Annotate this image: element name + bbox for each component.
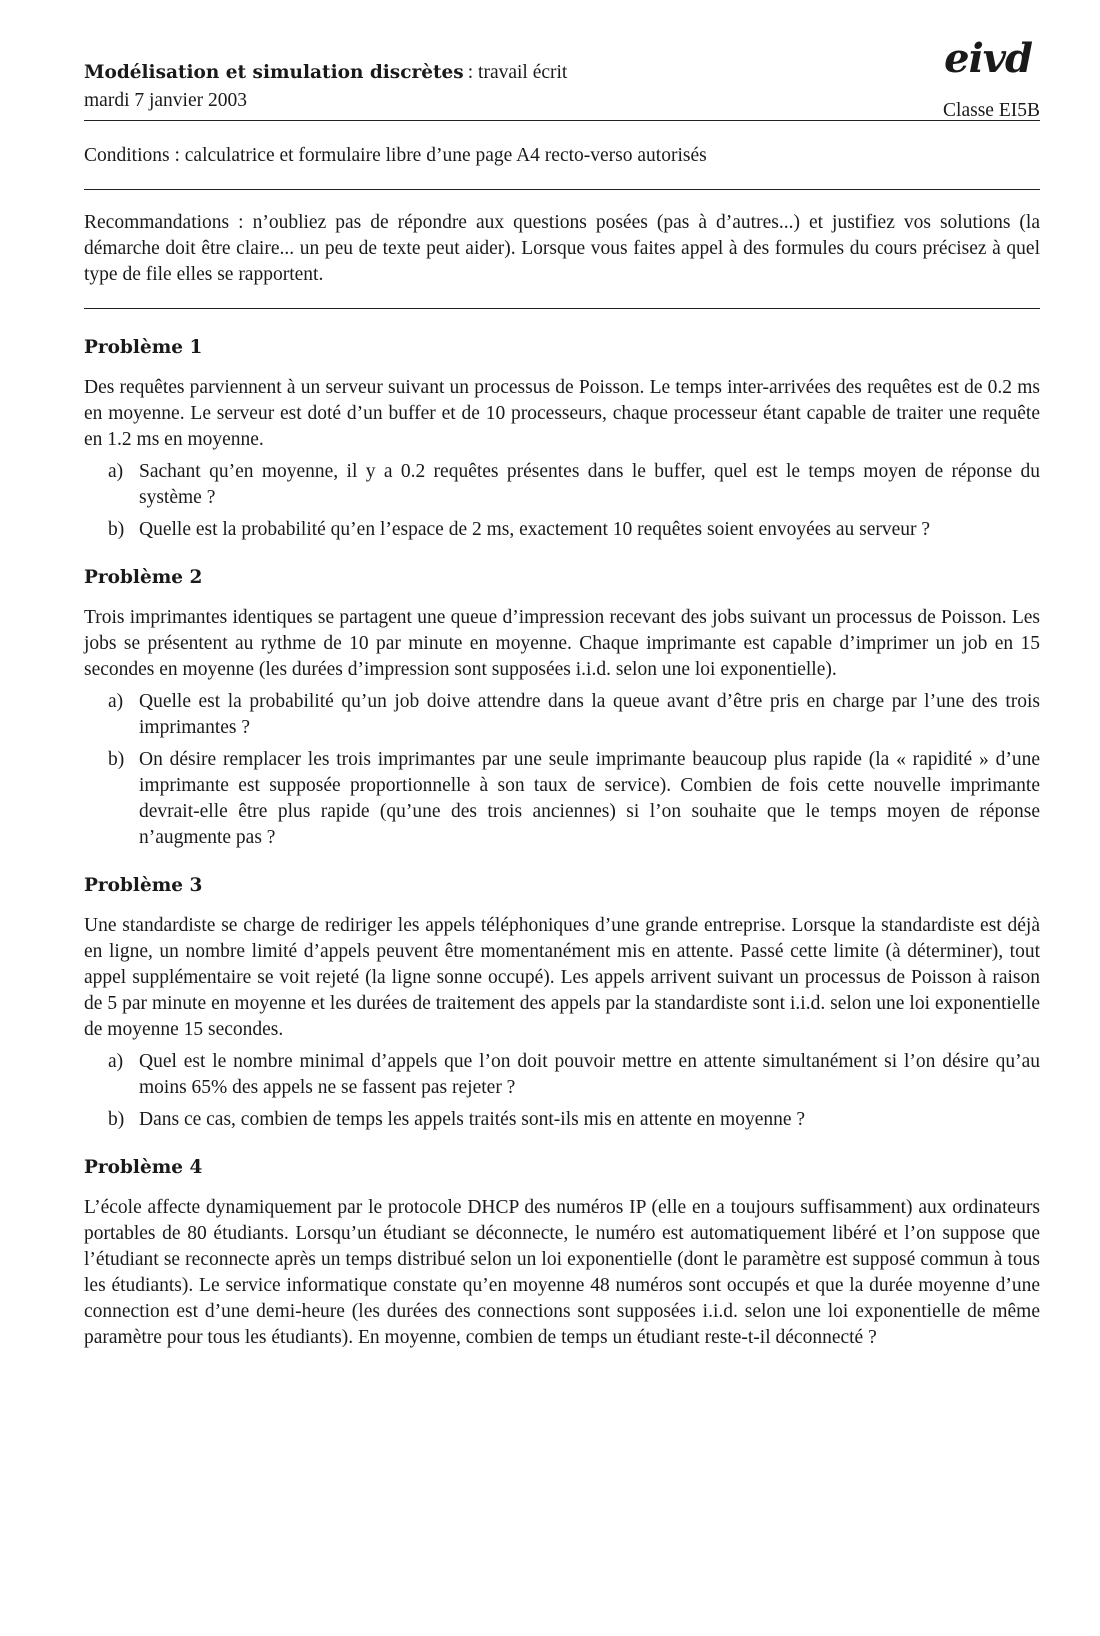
question-text: On désire remplacer les trois imprimantes par une seule imprimante beaucoup plus rapide (la « rapidité » d’une imprimante est supposée proportionnelle à son taux de service). Combien de fois cette nouvelle imprimante devrait-elle être plus rapide (qu’une des trois anciennes) si l’on souhaite que le temps moyen de réponse n’augmente pas ? xyxy=(139,749,1040,848)
question-text: Dans ce cas, combien de temps les appels traités sont-ils mis en attente en moyenne ? xyxy=(139,1109,806,1130)
problem-4 xyxy=(84,1155,1040,1351)
question-text: Quelle est la probabilité qu’en l’espace de 2 ms, exactement 10 requêtes soient envoyées au serveur ? xyxy=(139,519,931,540)
question-item xyxy=(84,459,1040,511)
question-item xyxy=(84,517,1040,543)
question-item xyxy=(84,747,1040,851)
question-label: b) xyxy=(108,1109,125,1130)
question-label: b) xyxy=(108,519,125,540)
question-text: Quel est le nombre minimal d’appels que l’on doit pouvoir mettre en attente simultanément si l’on désire qu’au moins 65% des appels ne se fassent pas rejeter ? xyxy=(139,1051,1040,1098)
question-label: a) xyxy=(108,461,124,482)
course-title: Modélisation et simulation discrètes xyxy=(84,62,464,83)
problem-statement: Des requêtes parviennent à un serveur suivant un processus de Poisson. Le temps inter-arrivées des requêtes est de 0.2 ms en moyenne. Le serveur est doté d’un buffer et de 10 processeurs, chaque processeur étant capable de traiter une requête en 1.2 ms en moyenne. xyxy=(84,377,1040,450)
eivd-logo: eivd xyxy=(944,35,1032,82)
question-label: a) xyxy=(108,691,124,712)
problem-statement: L’école affecte dynamiquement par le protocole DHCP des numéros IP (elle en a toujours suffisamment) aux ordinateurs portables de 80 étudiants. Lorsqu’un étudiant se déconnecte, le numéro est automatiquement libéré et l’on suppose que l’étudiant se reconnecte après un temps distribué selon un loi exponentielle (dont le paramètre est supposé commun à tous les étudiants). Le service informatique constate qu’en moyenne 48 numéros sont occupés et que la durée moyenne d’une connection est d’une demi-heure (les durées des connections sont supposées i.i.d. selon une loi exponentielle de même paramètre pour tous les étudiants). En moyenne, combien de temps un étudiant reste-t-il déconnecté ? xyxy=(84,1197,1040,1348)
problem-statement: Trois imprimantes identiques se partagent une queue d’impression recevant des jobs suivant un processus de Poisson. Les jobs se présentent au rythme de 10 par minute en moyenne. Chaque imprimante est capable d’imprimer un job en 15 secondes en moyenne (les durées d’impression sont supposées i.i.d. selon une loi exponentielle). xyxy=(84,607,1040,680)
class-label: Classe EI5B xyxy=(943,100,1040,121)
exam-page xyxy=(84,35,1040,1357)
problem-3 xyxy=(84,873,1040,1133)
problem-title: Problème 4 xyxy=(84,1157,203,1178)
conditions: Conditions : calculatrice et formulaire libre d’une page A4 recto-verso autorisés xyxy=(84,145,707,166)
question-text: Quelle est la probabilité qu’un job doive attendre dans la queue avant d’être pris en charge par l’une des trois imprimantes ? xyxy=(139,691,1040,738)
problem-title: Problème 3 xyxy=(84,875,203,896)
course-heading xyxy=(84,60,567,86)
problem-title: Problème 1 xyxy=(84,337,203,358)
divider xyxy=(84,308,1040,309)
problem-title: Problème 2 xyxy=(84,567,203,588)
header xyxy=(84,35,1040,121)
question-text: Sachant qu’en moyenne, il y a 0.2 requêtes présentes dans le buffer, quel est le temps moyen de réponse du système ? xyxy=(139,461,1040,508)
question-item xyxy=(84,1049,1040,1101)
question-label: b) xyxy=(108,749,125,770)
question-item xyxy=(84,689,1040,741)
course-type: : travail écrit xyxy=(467,62,568,83)
problem-2 xyxy=(84,565,1040,851)
recommendations: Recommandations : n’oubliez pas de répondre aux questions posées (pas à d’autres...) et justifiez vos solutions (la démarche doit être claire... un peu de texte peut aider). Lorsque vous faites appel à des formules du cours précisez à quel type de file elles se rapportent. xyxy=(84,212,1040,285)
problem-1 xyxy=(84,335,1040,543)
question-label: a) xyxy=(108,1051,124,1072)
problem-statement: Une standardiste se charge de rediriger les appels téléphoniques d’une grande entreprise. Lorsque la standardiste est déjà en ligne, un nombre limité d’appels peuvent être momentanément mis en attente. Passé cette limite (à déterminer), tout appel supplémentaire se voit rejeté (la ligne sonne occupé). Les appels arrivent suivant un processus de Poisson à raison de 5 par minute en moyenne et les durées de traitement des appels par la standardiste sont i.i.d. selon une loi exponentielle de moyenne 15 secondes. xyxy=(84,915,1040,1040)
exam-date: mardi 7 janvier 2003 xyxy=(84,90,247,111)
question-item xyxy=(84,1107,1040,1133)
